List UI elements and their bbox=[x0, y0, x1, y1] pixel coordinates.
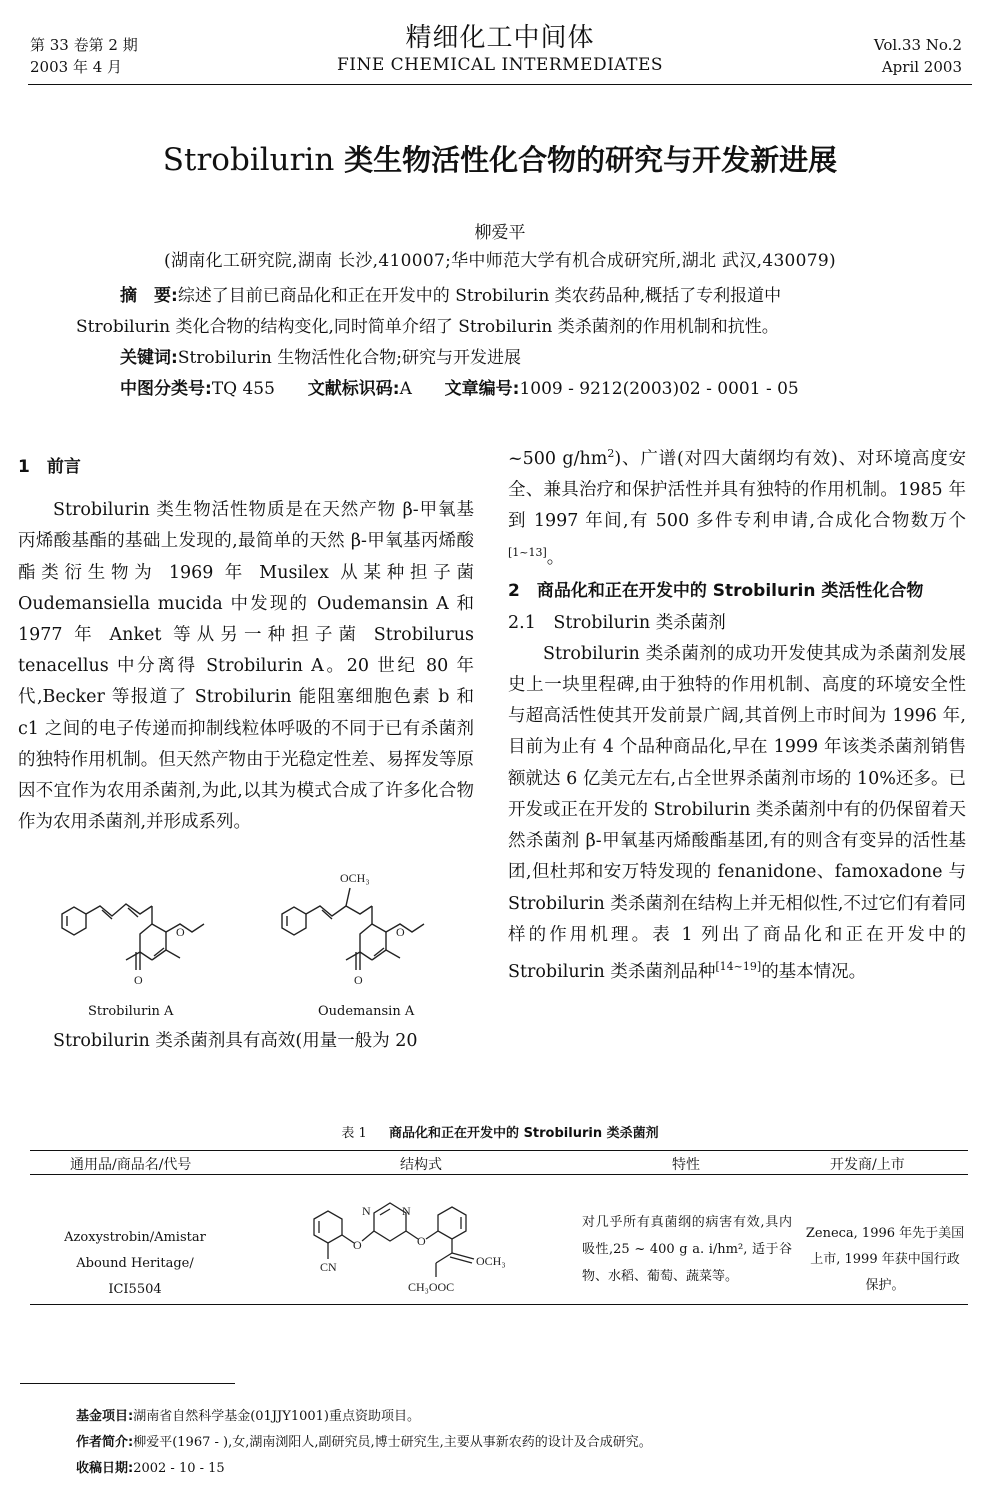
citation-1-13: [1~13] bbox=[508, 546, 547, 560]
keywords-text: Strobilurin 生物活性化合物;研究与开发进展 bbox=[177, 348, 521, 368]
ester-label: CH₃OOC bbox=[408, 1280, 455, 1294]
section-1-paragraph: Strobilurin 类生物活性物质是在天然产物 β-甲氧基丙烯酸基酯的基础上发现的,最简单的天然 β-甲氧基丙烯酸酯类衍生物为 1969 年 Musilex 从某种担子菌 Oudemansiella mucida 中发现的 Oudemansin A 和 1977 年 Anket 等从另一种担子菌 Strobilurus tenacellus 中分离得 Strobilurin A。20 世纪 80 年代,Becker 等报道了 Strobilurin 能阻塞细胞色素 b 和 c1 之间的电子传递而抑制线粒体呼吸的不同于已有杀菌剂的独特作用机制。但天然产物由于光稳定性差、易挥发等原因不宜作为农用杀菌剂,为此,以其为模式合成了许多化合物作为农用杀菌剂,并形成系列。 bbox=[18, 500, 474, 833]
subsection-2-1-paragraph bbox=[508, 639, 966, 988]
header-structure: 结构式 bbox=[400, 1157, 442, 1173]
table-1 bbox=[30, 1150, 968, 1305]
issue-volume: 第 33 卷第 2 期 bbox=[30, 36, 138, 54]
abstract-line-2: Strobilurin 类化合物的结构变化,同时简单介绍了 Strobilurin 类杀菌剂的作用机制和抗性。 bbox=[76, 317, 779, 337]
ether-o-2: O bbox=[417, 1234, 426, 1248]
issue-date: 2003 年 4 月 bbox=[30, 58, 123, 76]
issue-volume-en: Vol.33 No.2 bbox=[873, 36, 962, 54]
subsection-2-1-heading: 2.1 Strobilurin 类杀菌剂 bbox=[508, 612, 726, 633]
table-title: 商品化和正在开发中的 Strobilurin 类杀菌剂 bbox=[389, 1126, 659, 1141]
footnotes bbox=[76, 1404, 652, 1482]
dose-unit-superscript: 2 bbox=[607, 447, 615, 460]
section-2-heading: 2 商品化和正在开发中的 Strobilurin 类活性化合物 bbox=[508, 581, 924, 602]
classification-line bbox=[78, 374, 938, 405]
keywords-line bbox=[78, 343, 938, 374]
table-row bbox=[30, 1175, 968, 1305]
journal-header bbox=[0, 22, 1000, 76]
header-properties: 特性 bbox=[672, 1157, 700, 1173]
article-number-value: 1009 - 9212(2003)02 - 0001 - 05 bbox=[519, 379, 799, 399]
ether-o-a: O bbox=[176, 925, 185, 939]
left-column bbox=[18, 450, 474, 838]
received-date-label: 收稿日期: bbox=[76, 1461, 134, 1476]
citation-14-19: [14~19] bbox=[715, 959, 762, 973]
doc-code-value: A bbox=[399, 379, 412, 399]
author-bio-text: 柳爱平(1967 - ),女,湖南浏阳人,副研究员,博士研究生,主要从事新农药的设计及合成研究。 bbox=[133, 1435, 652, 1450]
journal-title-en: FINE CHEMICAL INTERMEDIATES bbox=[336, 55, 664, 75]
pyrimidine-n-1: N bbox=[362, 1204, 371, 1218]
section-1-heading: 1 前言 bbox=[18, 457, 81, 477]
author-name: 柳爱平 bbox=[474, 223, 526, 243]
issue-info-en bbox=[874, 34, 962, 78]
table-header-row bbox=[30, 1151, 968, 1175]
nitrile-label: CN bbox=[320, 1260, 337, 1274]
structure-drawings bbox=[40, 866, 470, 1006]
methoxy-label: OCH₃ bbox=[340, 871, 370, 885]
efficacy-paragraph-start: Strobilurin 类杀菌剂具有高效(用量一般为 20 bbox=[53, 1031, 418, 1051]
abstract-line-1 bbox=[78, 281, 938, 312]
funding-label: 基金项目: bbox=[76, 1409, 134, 1424]
header-name: 通用品/商品名/代号 bbox=[70, 1157, 192, 1173]
benzene-ring-b bbox=[282, 907, 306, 935]
developer-cell: Zeneca, 1996 年先于美国上市, 1999 年获中国行政保护。 bbox=[805, 1226, 965, 1293]
ether-o-b: O bbox=[396, 925, 405, 939]
table-caption bbox=[0, 1122, 1000, 1141]
table-number: 表 1 bbox=[341, 1126, 367, 1141]
received-date-note bbox=[76, 1456, 652, 1482]
article-title-latin: Strobilurin bbox=[162, 142, 345, 178]
azoxystrobin-structure bbox=[290, 1179, 560, 1303]
oudemansin-a-label: Oudemansin A bbox=[318, 1004, 415, 1019]
compound-name-line-2: Abound Heritage/ bbox=[76, 1256, 194, 1271]
article-title-cn: 类生物活性化合物的研究与开发新进展 bbox=[344, 143, 838, 177]
subsection-2-1-text: Strobilurin 类杀菌剂的成功开发使其成为杀菌剂发展史上一块里程碑,由于独特的作用机制、高度的环境安全性与超高活性使其开发前景广阔,其首例上市时间为 1996 年,目前为止有 4 个品种商品化,早在 1999 年该类杀菌剂销售额就达 6 亿美元左右,占全世界杀菌剂市场的 10%还多。已开发或正在开发的 Strobilurin 类杀菌剂中有的仍保留着天然杀菌剂 β-甲氧基丙烯酸酯基团,有的则含有变异的活性基团,但杜邦和安万特发现的 fenanidone、famoxadone 与 Strobilurin 类杀菌剂在结构上并无相似性,不过它们有着同样的作用机理。表 1 列出了商品化和正在开发中的 Strobilurin 类杀菌剂品种 bbox=[508, 643, 966, 982]
doc-code-label: 文献标识码: bbox=[307, 379, 400, 399]
header-rule bbox=[28, 84, 972, 85]
compound-name-line-1: Azoxystrobin/Amistar bbox=[64, 1230, 206, 1245]
author-bio-note bbox=[76, 1430, 652, 1456]
received-date-text: 2002 - 10 - 15 bbox=[133, 1461, 225, 1476]
ether-o-1: O bbox=[353, 1238, 362, 1252]
efficacy-text: )、广谱(对四大菌纲均有效)、对环境高度安全、兼具治疗和保护活性并具有独特的作用机制。1985 年到 1997 年间,有 500 多件专利申请,合成化合物数万个 bbox=[508, 448, 967, 532]
author-bio-label: 作者简介: bbox=[76, 1435, 134, 1450]
article-title bbox=[0, 140, 1000, 180]
compound-name-line-3: ICI5504 bbox=[108, 1282, 162, 1297]
header-developer: 开发商/上市 bbox=[830, 1157, 905, 1173]
pyrimidine-n-2: N bbox=[402, 1204, 411, 1218]
structure-figure bbox=[40, 866, 470, 1026]
sentence-end: 。 bbox=[546, 548, 565, 569]
abstract-label: 摘 要: bbox=[120, 286, 178, 306]
right-column bbox=[508, 438, 966, 988]
funding-note bbox=[76, 1404, 652, 1430]
issue-date-en: April 2003 bbox=[881, 58, 962, 76]
compound-name-cell bbox=[40, 1225, 230, 1303]
keywords-label: 关键词: bbox=[120, 348, 178, 368]
clc-value: TQ 455 bbox=[211, 379, 275, 399]
strobilurin-a-label: Strobilurin A bbox=[88, 1004, 174, 1019]
author-affiliation: (湖南化工研究院,湖南 长沙,410007;华中师范大学有机合成研究所,湖北 武汉,430079) bbox=[164, 251, 836, 271]
benzene-ring-a bbox=[62, 907, 86, 935]
subsection-2-1-text-end: 的基本情况。 bbox=[761, 961, 867, 982]
dose-range: ~500 g/hm bbox=[508, 448, 608, 469]
carbonyl-o-a: O bbox=[134, 973, 143, 987]
funding-text: 湖南省自然科学基金(01JJY1001)重点资助项目。 bbox=[133, 1409, 420, 1424]
journal-title-cn: 精细化工中间体 bbox=[405, 23, 595, 53]
efficacy-paragraph-continued bbox=[508, 438, 966, 574]
clc-label: 中图分类号: bbox=[120, 379, 212, 399]
article-number-label: 文章编号: bbox=[444, 379, 520, 399]
carbonyl-o-b: O bbox=[354, 973, 363, 987]
footnote-rule bbox=[20, 1383, 235, 1384]
abstract-block bbox=[78, 281, 938, 405]
methoxy-label-table: OCH₃ bbox=[476, 1254, 506, 1268]
abstract-text-1: 综述了目前已商品化和正在开发中的 Strobilurin 类农药品种,概括了专利报道中 bbox=[177, 286, 782, 306]
properties-cell: 对几乎所有真菌纲的病害有效,具内吸性,25 ~ 400 g a. i/hm², 适于谷物、水稻、葡萄、蔬菜等。 bbox=[582, 1215, 792, 1284]
